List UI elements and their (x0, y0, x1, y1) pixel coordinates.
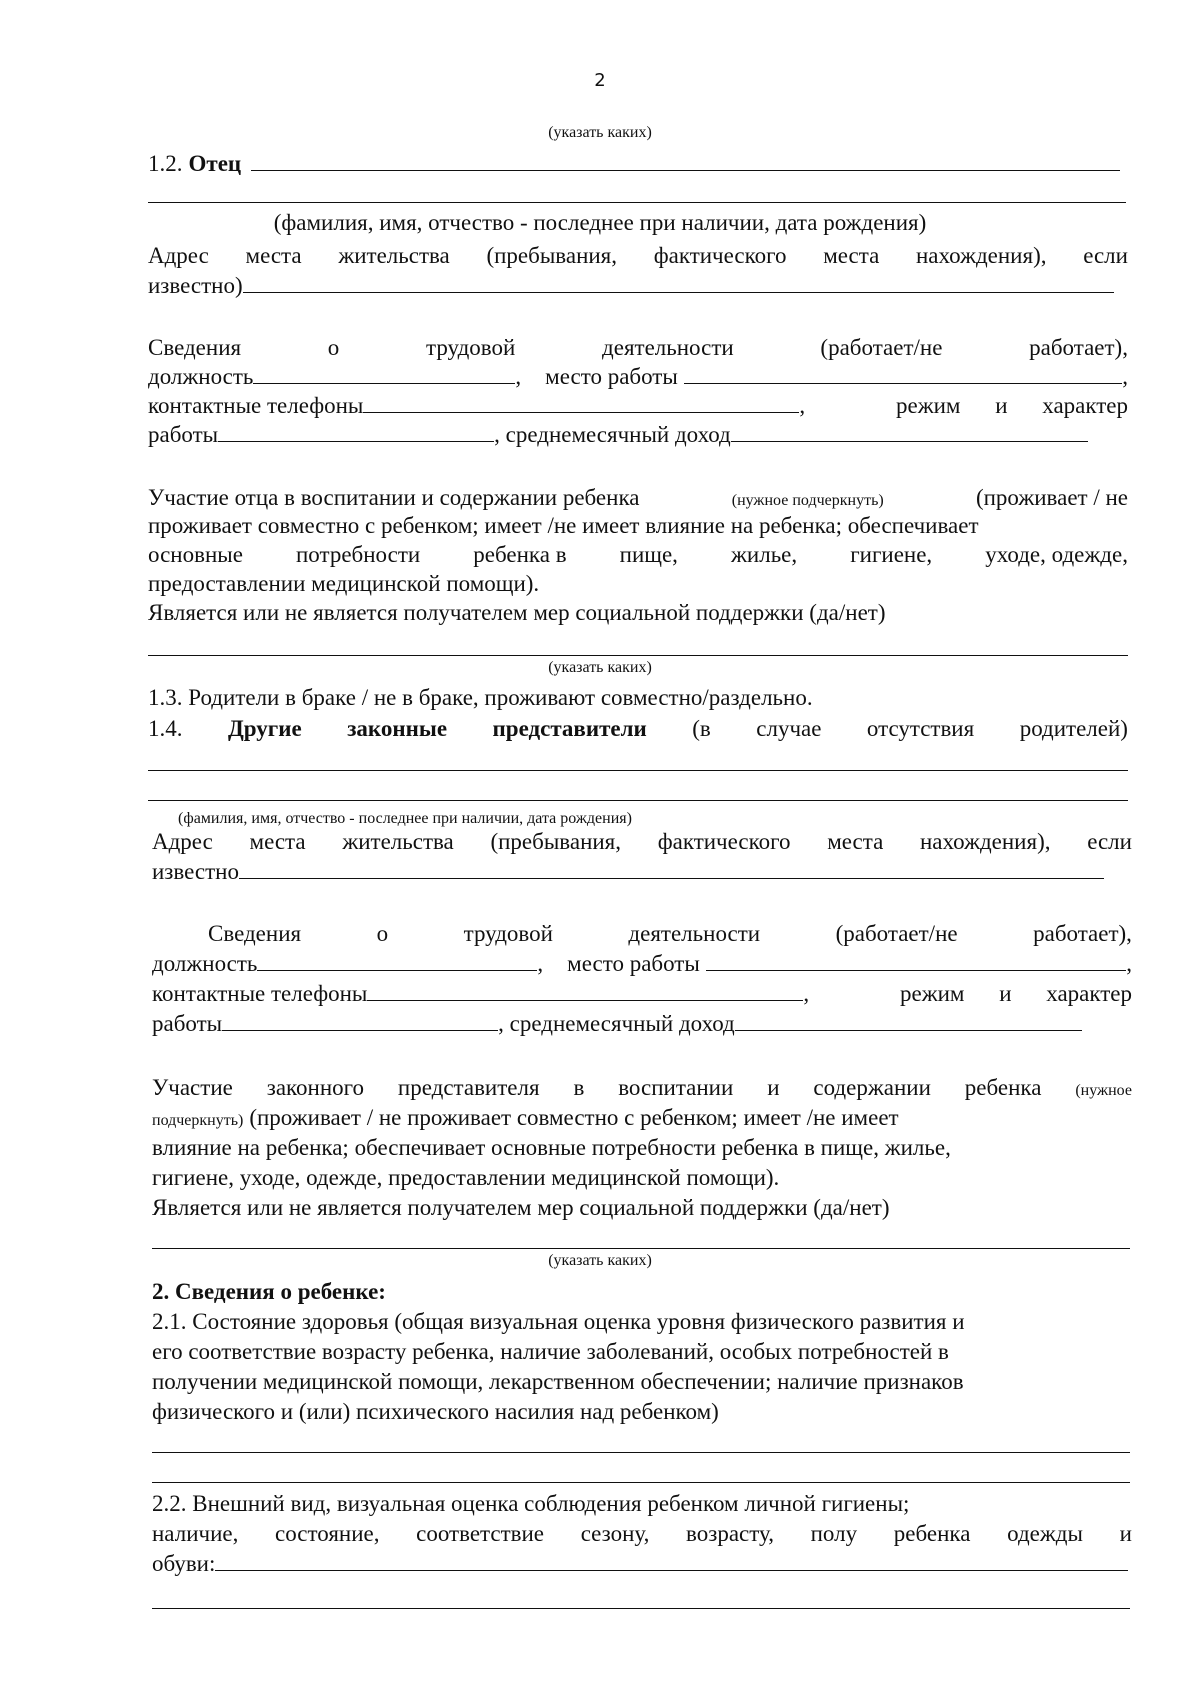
other-reps-participation-line3: влияние на ребенка; обеспечивает основные потребности ребенка в пище, жилье, (152, 1135, 951, 1160)
child-appearance2-word-0: наличие, (152, 1521, 239, 1546)
other-reps-heading-word-2: законные (347, 716, 448, 741)
other-reps-income-label: , среднемесячный доход (498, 1011, 735, 1036)
other-reps-character-label: характер (1046, 981, 1132, 1006)
father-phones-label: контактные телефоны (148, 393, 364, 418)
father-phones-field[interactable] (363, 392, 799, 413)
father-address-word-0: Адрес (148, 243, 209, 268)
father-participation3-word-2: ребенка в (473, 542, 567, 567)
father-participation-line4: предоставлении медицинской помощи). (148, 571, 540, 596)
father-participation-text: Участие отца в воспитании и содержании ребенка (148, 485, 640, 510)
father-name-field-line2[interactable] (148, 202, 1126, 203)
other-reps-work-word-1: о (376, 921, 389, 946)
other-reps-address-known: известно (152, 859, 239, 884)
father-address-word-1: места (245, 243, 302, 268)
child-appearance2-word-2: соответствие (416, 1521, 545, 1546)
father-address-label (148, 242, 1128, 270)
other-reps-participation1-word-4: воспитании (618, 1075, 734, 1100)
father-support-field[interactable] (148, 655, 1128, 656)
father-work-label2: работы (148, 422, 219, 447)
father-fio-caption: (фамилия, имя, отчество - последнее при наличии, дата рождения) (273, 210, 927, 235)
father-participation-line3 (148, 541, 1128, 569)
father-support-line: Является или не является получателем мер социальной поддержки (да/нет) (148, 600, 886, 625)
father-and-label: и (995, 393, 1008, 418)
father-participation-line2: проживает совместно с ребенком; имеет /не имеет влияние на ребенка; обеспечивает (148, 513, 979, 538)
other-reps-phones-line: контактные телефоны , режим и характер (152, 981, 1132, 1006)
other-reps-heading-word-6: отсутствия (866, 716, 975, 741)
father-address-word-2: жительства (338, 243, 450, 268)
father-work-label (148, 334, 1128, 362)
child-health-field-1[interactable] (152, 1452, 1130, 1453)
child-appearance2-word-6: ребенка (893, 1521, 971, 1546)
father-work-word-0: Сведения (148, 335, 242, 360)
father-character-label: характер (1042, 393, 1128, 418)
other-reps-work-word-2: трудовой (463, 921, 553, 946)
father-participation-note: (нужное подчеркнуть) (731, 492, 884, 509)
other-reps-heading-word-0: 1.4. (148, 716, 183, 741)
child-appearance2-word-5: полу (810, 1521, 858, 1546)
other-reps-heading-word-5: случае (756, 716, 822, 741)
child-appearance2-word-4: возрасту, (686, 1521, 774, 1546)
other-reps-place-field[interactable] (706, 950, 1126, 971)
other-reps-position-label: должность (152, 951, 258, 976)
child-health-line4: физического и (или) психического насилия над ребенком) (152, 1399, 719, 1424)
child-appearance-line1: 2.2. Внешний вид, визуальная оценка соблюдения ребенком личной гигиены; (152, 1491, 910, 1516)
child-health-field-2[interactable] (152, 1482, 1130, 1483)
other-reps-support-line: Является или не является получателем мер социальной поддержки (да/нет) (152, 1195, 890, 1220)
other-reps-participation1-word-3: в (573, 1075, 585, 1100)
father-address-word-7: если (1083, 243, 1128, 268)
other-reps-heading-word-4: (в (692, 716, 711, 741)
father-work-word-3: деятельности (602, 335, 734, 360)
father-work-word-4: (работает/не (820, 335, 943, 360)
other-reps-heading (148, 715, 1128, 743)
child-appearance-field-2[interactable] (152, 1608, 1130, 1609)
other-reps-participation1-word-7: ребенка (964, 1075, 1042, 1100)
child-appearance2-word-7: одежды (1007, 1521, 1083, 1546)
other-reps-address-word-6: нахождения), (920, 829, 1051, 854)
other-reps-address-label (152, 828, 1132, 856)
other-reps-address-line (152, 858, 1104, 886)
other-reps-name-field-2[interactable] (148, 800, 1128, 801)
father-participation3-word-6: уходе, одежде, (985, 542, 1128, 567)
other-reps-position-line: должность , место работы , (152, 951, 1132, 976)
other-reps-place-label: место работы (567, 951, 700, 976)
other-reps-participation1-word-5: и (767, 1075, 780, 1100)
other-reps-heading-word-7: родителей) (1019, 716, 1128, 741)
father-address-field[interactable] (243, 272, 1114, 293)
other-reps-address-field[interactable] (239, 858, 1104, 879)
other-reps-address-word-7: если (1087, 829, 1132, 854)
father-position-label: должность (148, 364, 254, 389)
other-reps-work-mode-field[interactable] (222, 1010, 498, 1031)
child-health-line3: получении медицинской помощи, лекарственном обеспечении; наличие признаков (152, 1369, 964, 1394)
father-work-word-5: работает), (1029, 335, 1128, 360)
father-participation3-word-0: основные (148, 542, 243, 567)
other-reps-participation-note2: подчеркнуть) (152, 1112, 244, 1129)
other-reps-address-word-3: (пребывания, (490, 829, 622, 854)
child-appearance-field[interactable] (215, 1550, 1128, 1571)
father-address-word-4: фактического (653, 243, 787, 268)
other-reps-address-word-0: Адрес (152, 829, 213, 854)
other-reps-participation-line1 (152, 1074, 1132, 1102)
marriage-line: 1.3. Родители в браке / не в браке, проживают совместно/раздельно. (148, 685, 813, 710)
father-participation3-word-1: потребности (296, 542, 421, 567)
father-place-label: место работы (545, 364, 678, 389)
father-work-word-2: трудовой (426, 335, 516, 360)
other-reps-participation-line4: гигиене, уходе, одежде, предоставлении медицинской помощи). (152, 1165, 780, 1190)
other-reps-phones-field[interactable] (367, 980, 803, 1001)
father-address-known: известно) (148, 273, 243, 298)
father-position-line: должность , место работы , (148, 364, 1128, 389)
father-mode-label: режим (896, 393, 961, 418)
father-participation-text-b: (проживает / не (975, 485, 1128, 510)
father-section-number: 1.2. (148, 151, 183, 176)
other-reps-work-label (152, 920, 1132, 948)
father-income-label: , среднемесячный доход (494, 422, 731, 447)
child-appearance-line3 (152, 1550, 1128, 1578)
other-reps-participation1-word-1: законного (266, 1075, 365, 1100)
child-appearance2-word-3: сезону, (580, 1521, 650, 1546)
other-reps-mode-label: режим (900, 981, 965, 1006)
child-appearance2-word-1: состояние, (275, 1521, 380, 1546)
father-title: Отец (188, 151, 242, 176)
father-address-word-6: нахождения), (916, 243, 1047, 268)
other-reps-participation-note1: (нужное (1075, 1082, 1132, 1099)
father-place-field[interactable] (684, 363, 1122, 384)
other-reps-heading-word-3: представители (492, 716, 647, 741)
father-participation3-word-3: пище, (619, 542, 678, 567)
father-position-field[interactable] (253, 363, 515, 384)
father-name-field[interactable] (251, 150, 1120, 171)
other-reps-participation1-word-6: содержании (813, 1075, 931, 1100)
other-reps-position-field[interactable] (257, 950, 537, 971)
father-phones-line: контактные телефоны , режим и характер (148, 393, 1128, 418)
father-address-line (148, 272, 1114, 300)
father-participation3-word-5: гигиене, (850, 542, 933, 567)
father-participation-line1 (148, 484, 1128, 512)
other-reps-support-caption: (указать каких) (548, 1252, 652, 1269)
other-reps-fio-caption: (фамилия, имя, отчество - последнее при наличии, дата рождения) (178, 810, 632, 827)
other-reps-participation1-word-2: представителя (397, 1075, 540, 1100)
other-reps-heading-word-1: Другие (227, 716, 302, 741)
father-heading-line (148, 150, 1120, 178)
other-reps-support-field[interactable] (152, 1248, 1130, 1249)
other-reps-address-word-5: места (827, 829, 884, 854)
specify-caption: (указать каких) (548, 124, 652, 141)
father-address-word-3: (пребывания, (486, 243, 618, 268)
other-reps-participation-text2: (проживает / не проживает совместно с ребенком; имеет /не имеет (249, 1105, 899, 1130)
father-work-word-1: о (327, 335, 340, 360)
other-reps-work-word-0: Сведения (208, 921, 302, 946)
other-reps-address-word-4: фактического (657, 829, 791, 854)
child-health-line1: 2.1. Состояние здоровья (общая визуальная оценка уровня физического развития и (152, 1309, 965, 1334)
other-reps-name-field-1[interactable] (148, 770, 1128, 771)
child-appearance-line2 (152, 1520, 1132, 1548)
child-heading: 2. Сведения о ребенке: (152, 1279, 386, 1304)
other-reps-and-label: и (999, 981, 1012, 1006)
other-reps-work-label2: работы (152, 1011, 223, 1036)
father-work-mode-line (148, 421, 1088, 449)
other-reps-work-word-4: (работает/не (835, 921, 958, 946)
child-health-line2: его соответствие возрасту ребенка, наличие заболеваний, особых потребностей в (152, 1339, 949, 1364)
father-work-mode-field[interactable] (218, 421, 494, 442)
other-reps-work-mode-line (152, 1010, 1082, 1038)
father-support-caption: (указать каких) (548, 659, 652, 676)
other-reps-income-field[interactable] (735, 1010, 1082, 1031)
other-reps-address-word-1: места (249, 829, 306, 854)
other-reps-participation1-word-0: Участие (152, 1075, 233, 1100)
other-reps-work-word-3: деятельности (628, 921, 761, 946)
page-number: 2 (594, 70, 606, 91)
father-address-word-5: места (823, 243, 880, 268)
other-reps-address-word-2: жительства (342, 829, 454, 854)
other-reps-participation-line2 (152, 1104, 1132, 1132)
other-reps-phones-label: контактные телефоны (152, 981, 368, 1006)
child-appearance2-word-8: и (1119, 1521, 1132, 1546)
child-appearance-shoes-label: обуви: (152, 1551, 216, 1576)
father-income-field[interactable] (731, 421, 1088, 442)
father-participation3-word-4: жилье, (731, 542, 798, 567)
other-reps-work-word-5: работает), (1033, 921, 1132, 946)
